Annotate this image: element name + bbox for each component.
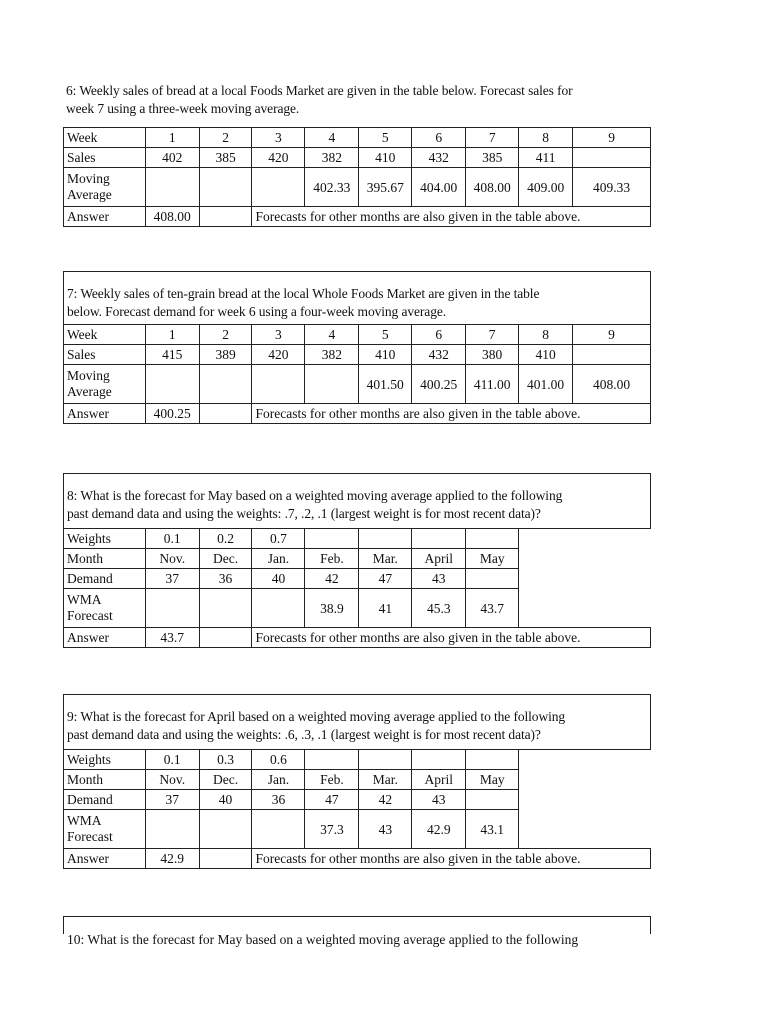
problem-9-table bbox=[63, 749, 651, 869]
answer-label: Answer bbox=[64, 207, 146, 227]
weight-cell: 0.1 bbox=[145, 529, 199, 549]
answer-value: 408.00 bbox=[145, 207, 199, 227]
moving-average-cell bbox=[145, 168, 199, 207]
answer-value: 42.9 bbox=[145, 849, 199, 869]
month-label: Month bbox=[64, 770, 146, 790]
answer-note: Forecasts for other months are also given in the table above. bbox=[252, 404, 651, 424]
demand-cell: 37 bbox=[145, 790, 199, 810]
demand-cell bbox=[466, 790, 519, 810]
demand-cell: 37 bbox=[145, 569, 199, 589]
answer-label: Answer bbox=[64, 628, 146, 648]
demand-cell bbox=[466, 569, 519, 589]
problem-7 bbox=[63, 271, 651, 424]
sales-cell: 385 bbox=[466, 148, 519, 168]
week-cell: 9 bbox=[573, 325, 651, 345]
sales-cell: 432 bbox=[412, 345, 466, 365]
demand-cell: 42 bbox=[359, 790, 412, 810]
month-cell: Jan. bbox=[252, 549, 305, 569]
problem-7-prompt-line1: 7: Weekly sales of ten-grain bread at the local Whole Foods Market are given in the table bbox=[67, 286, 540, 301]
month-cell: Dec. bbox=[199, 770, 252, 790]
week-cell: 2 bbox=[199, 128, 252, 148]
sales-cell: 410 bbox=[359, 148, 412, 168]
sales-cell: 382 bbox=[305, 345, 359, 365]
problem-10-prompt-cutoff bbox=[63, 916, 651, 947]
sales-cell: 385 bbox=[199, 148, 252, 168]
demand-cell: 47 bbox=[305, 790, 359, 810]
wma-cell: 43.1 bbox=[466, 810, 519, 849]
moving-average-row bbox=[64, 365, 651, 404]
moving-average-cell: 408.00 bbox=[573, 365, 651, 404]
wma-cell: 42.9 bbox=[412, 810, 466, 849]
sales-label: Sales bbox=[64, 148, 146, 168]
problem-9-prompt-line1: 9: What is the forecast for April based on a weighted moving average applied to the following bbox=[67, 709, 566, 724]
answer-value: 43.7 bbox=[145, 628, 199, 648]
problem-10-prompt-line1: 10: What is the forecast for May based on a weighted moving average applied to the following bbox=[67, 932, 579, 947]
sales-row bbox=[64, 345, 651, 365]
problem-8-table bbox=[63, 528, 651, 648]
month-cell: Nov. bbox=[145, 770, 199, 790]
sales-cell bbox=[573, 345, 651, 365]
sales-row bbox=[64, 148, 651, 168]
wma-cell bbox=[145, 589, 199, 628]
sales-cell: 415 bbox=[145, 345, 199, 365]
problem-7-prompt-line2: below. Forecast demand for week 6 using a four-week moving average. bbox=[67, 303, 447, 319]
demand-cell: 42 bbox=[305, 569, 359, 589]
month-cell: Jan. bbox=[252, 770, 305, 790]
moving-average-cell: 401.00 bbox=[519, 365, 573, 404]
answer-note: Forecasts for other months are also given in the table above. bbox=[252, 628, 651, 648]
problem-8 bbox=[63, 473, 651, 648]
problem-9 bbox=[63, 694, 651, 869]
week-cell: 1 bbox=[145, 325, 199, 345]
wma-cell bbox=[252, 810, 305, 849]
wma-forecast-row bbox=[64, 589, 651, 628]
week-cell: 1 bbox=[145, 128, 199, 148]
sales-cell: 432 bbox=[412, 148, 466, 168]
problem-8-prompt bbox=[63, 473, 651, 529]
moving-average-cell bbox=[199, 168, 252, 207]
demand-cell: 43 bbox=[412, 569, 466, 589]
weights-label: Weights bbox=[64, 750, 146, 770]
month-cell: May bbox=[466, 770, 519, 790]
demand-cell: 40 bbox=[199, 790, 252, 810]
sales-cell bbox=[573, 148, 651, 168]
demand-label: Demand bbox=[64, 790, 146, 810]
week-cell: 3 bbox=[252, 128, 305, 148]
answer-row bbox=[64, 207, 651, 227]
sales-cell: 402 bbox=[145, 148, 199, 168]
sales-cell: 410 bbox=[519, 345, 573, 365]
moving-average-cell: 400.25 bbox=[412, 365, 466, 404]
wma-cell: 38.9 bbox=[305, 589, 359, 628]
sales-cell: 389 bbox=[199, 345, 252, 365]
week-cell: 4 bbox=[305, 128, 359, 148]
wma-cell: 37.3 bbox=[305, 810, 359, 849]
answer-note: Forecasts for other months are also given in the table above. bbox=[252, 207, 651, 227]
week-cell: 5 bbox=[359, 128, 412, 148]
week-label: Week bbox=[64, 325, 146, 345]
moving-average-cell: 395.67 bbox=[359, 168, 412, 207]
week-cell: 7 bbox=[466, 128, 519, 148]
week-cell: 8 bbox=[519, 128, 573, 148]
week-cell: 5 bbox=[359, 325, 412, 345]
demand-row bbox=[64, 569, 651, 589]
moving-average-cell: 411.00 bbox=[466, 365, 519, 404]
problem-8-prompt-line2: past demand data and using the weights: .7, .2, .1 (largest weight is for most recent data)? bbox=[67, 505, 541, 521]
demand-cell: 43 bbox=[412, 790, 466, 810]
answer-label: Answer bbox=[64, 404, 146, 424]
problem-6-prompt-line1: 6: Weekly sales of bread at a local Foods Market are given in the table below. Forecast sales for bbox=[66, 83, 573, 98]
weight-cell: 0.1 bbox=[145, 750, 199, 770]
month-cell: Dec. bbox=[199, 549, 252, 569]
answer-row bbox=[64, 849, 651, 869]
sales-cell: 420 bbox=[252, 345, 305, 365]
wma-cell bbox=[199, 589, 252, 628]
month-cell: April bbox=[412, 549, 466, 569]
week-row bbox=[64, 128, 651, 148]
wma-cell: 41 bbox=[359, 589, 412, 628]
demand-row bbox=[64, 790, 651, 810]
week-cell: 9 bbox=[573, 128, 651, 148]
moving-average-cell: 402.33 bbox=[305, 168, 359, 207]
problem-7-prompt bbox=[63, 271, 651, 324]
sales-cell: 411 bbox=[519, 148, 573, 168]
wma-cell bbox=[145, 810, 199, 849]
weight-cell: 0.3 bbox=[199, 750, 252, 770]
week-cell: 2 bbox=[199, 325, 252, 345]
demand-label: Demand bbox=[64, 569, 146, 589]
moving-average-label: Moving Average bbox=[64, 168, 146, 207]
moving-average-cell: 401.50 bbox=[359, 365, 412, 404]
week-cell: 8 bbox=[519, 325, 573, 345]
problem-6 bbox=[63, 82, 651, 227]
month-cell: May bbox=[466, 549, 519, 569]
month-cell: Feb. bbox=[305, 770, 359, 790]
week-row bbox=[64, 325, 651, 345]
weight-cell: 0.6 bbox=[252, 750, 305, 770]
sales-cell: 382 bbox=[305, 148, 359, 168]
answer-value: 400.25 bbox=[145, 404, 199, 424]
week-cell: 6 bbox=[412, 128, 466, 148]
month-cell: Feb. bbox=[305, 549, 359, 569]
problem-8-prompt-line1: 8: What is the forecast for May based on a weighted moving average applied to the following bbox=[67, 488, 563, 503]
month-row bbox=[64, 549, 651, 569]
month-cell: Mar. bbox=[359, 549, 412, 569]
wma-cell: 43 bbox=[359, 810, 412, 849]
wma-cell: 43.7 bbox=[466, 589, 519, 628]
moving-average-cell bbox=[252, 365, 305, 404]
answer-row bbox=[64, 628, 651, 648]
problem-7-table bbox=[63, 324, 651, 424]
sales-cell: 410 bbox=[359, 345, 412, 365]
moving-average-cell bbox=[199, 365, 252, 404]
wma-cell: 45.3 bbox=[412, 589, 466, 628]
weights-row bbox=[64, 529, 651, 549]
demand-cell: 40 bbox=[252, 569, 305, 589]
moving-average-cell: 409.33 bbox=[573, 168, 651, 207]
moving-average-cell bbox=[305, 365, 359, 404]
wma-forecast-label: WMA Forecast bbox=[64, 589, 146, 628]
sales-cell: 420 bbox=[252, 148, 305, 168]
month-cell: Nov. bbox=[145, 549, 199, 569]
moving-average-row bbox=[64, 168, 651, 207]
weight-cell: 0.7 bbox=[252, 529, 305, 549]
moving-average-cell: 408.00 bbox=[466, 168, 519, 207]
wma-forecast-label: WMA Forecast bbox=[64, 810, 146, 849]
weights-row bbox=[64, 750, 651, 770]
week-cell: 7 bbox=[466, 325, 519, 345]
month-row bbox=[64, 770, 651, 790]
moving-average-cell: 404.00 bbox=[412, 168, 466, 207]
problem-6-table bbox=[63, 127, 651, 227]
month-cell: Mar. bbox=[359, 770, 412, 790]
sales-cell: 380 bbox=[466, 345, 519, 365]
problem-9-prompt bbox=[63, 694, 651, 750]
month-cell: April bbox=[412, 770, 466, 790]
moving-average-cell bbox=[252, 168, 305, 207]
week-cell: 6 bbox=[412, 325, 466, 345]
moving-average-cell bbox=[145, 365, 199, 404]
wma-cell bbox=[252, 589, 305, 628]
month-label: Month bbox=[64, 549, 146, 569]
answer-label: Answer bbox=[64, 849, 146, 869]
wma-forecast-row bbox=[64, 810, 651, 849]
wma-cell bbox=[199, 810, 252, 849]
week-cell: 3 bbox=[252, 325, 305, 345]
answer-note: Forecasts for other months are also given in the table above. bbox=[252, 849, 651, 869]
demand-cell: 47 bbox=[359, 569, 412, 589]
moving-average-cell: 409.00 bbox=[519, 168, 573, 207]
week-label: Week bbox=[64, 128, 146, 148]
problem-6-prompt-line2: week 7 using a three-week moving average. bbox=[66, 100, 300, 116]
weight-cell: 0.2 bbox=[199, 529, 252, 549]
demand-cell: 36 bbox=[252, 790, 305, 810]
demand-cell: 36 bbox=[199, 569, 252, 589]
sales-label: Sales bbox=[64, 345, 146, 365]
problem-6-prompt bbox=[63, 82, 651, 121]
week-cell: 4 bbox=[305, 325, 359, 345]
moving-average-label: Moving Average bbox=[64, 365, 146, 404]
problem-9-prompt-line2: past demand data and using the weights: .6, .3, .1 (largest weight is for most recent data)? bbox=[67, 726, 541, 742]
weights-label: Weights bbox=[64, 529, 146, 549]
answer-row bbox=[64, 404, 651, 424]
